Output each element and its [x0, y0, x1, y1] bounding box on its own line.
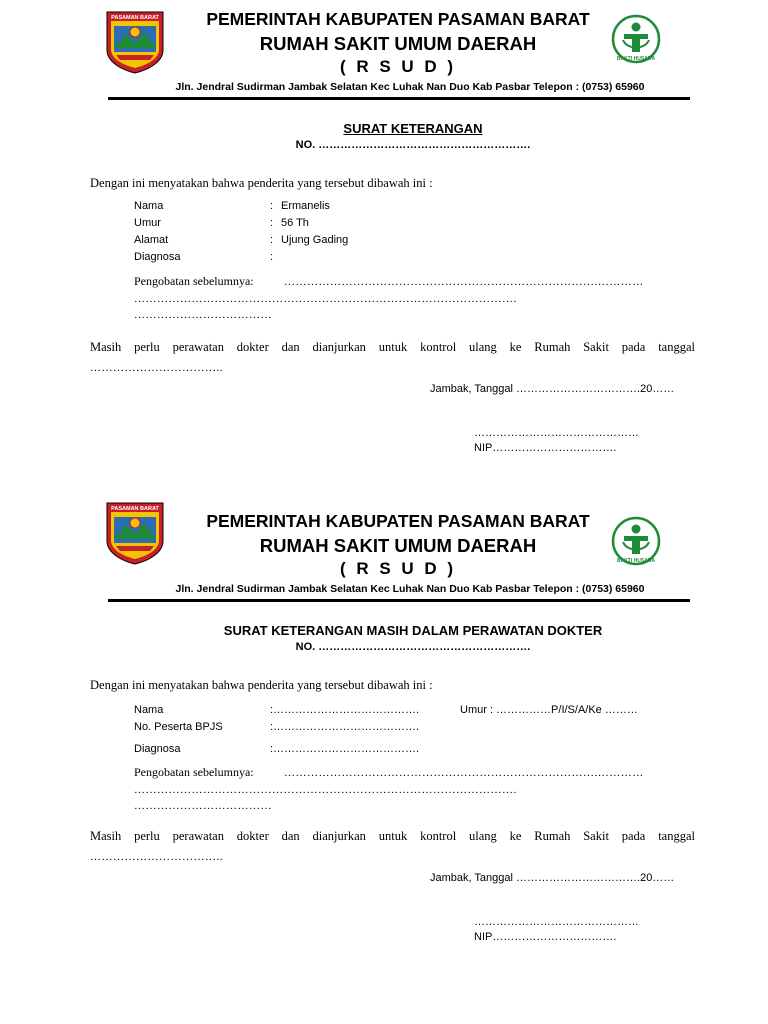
previous-treatment-dots: ……………………………………………………………………….………… — [284, 767, 644, 779]
logo-lettering: BAKTI HUSADA — [616, 56, 656, 62]
government-name: PEMERINTAH KABUPATEN PASAMAN BARAT — [206, 9, 590, 29]
document-title: SURAT KETERANGAN MASIH DALAM PERAWATAN DOKTER — [223, 623, 603, 638]
place-date-line: Jambak, Tanggal …………………………….20…… — [430, 383, 675, 395]
field-label-diagnosa: Diagnosa — [134, 251, 181, 263]
field-label-diagnosa: Diagnosa — [134, 743, 181, 755]
bakti-husada-logo — [611, 12, 661, 66]
document-title: SURAT KETERANGAN — [343, 121, 483, 136]
field-value-alamat: Ujung Gading — [281, 234, 349, 246]
control-advice: Masih perlu perawatan dokter dan dianjurkan untuk kontrol ulang ke Rumah Sakit pada tanggal — [90, 340, 695, 354]
document-number: NO. …………………………………………………. — [295, 139, 531, 151]
field-value-bpjs: :…………………………………. — [270, 721, 420, 733]
nip-line: NIP……………………………. — [474, 931, 617, 943]
field-sep: : — [270, 217, 274, 229]
field-label-umur: Umur — [134, 217, 161, 229]
header-rule — [108, 97, 690, 100]
letter-surat-perawatan-dokter — [0, 491, 768, 1003]
control-date-dots: …………………………….. — [90, 851, 223, 863]
government-name: PEMERINTAH KABUPATEN PASAMAN BARAT — [206, 511, 590, 531]
hospital-abbreviation: ( R S U D ) — [339, 559, 457, 578]
field-label-nama: Nama — [134, 704, 164, 716]
intro-statement: Dengan ini menyatakan bahwa penderita yang tersebut dibawah ini : — [90, 678, 433, 692]
nip-line: NIP……………………………. — [474, 442, 617, 454]
signature-line: ……………………………………… — [474, 916, 639, 928]
previous-treatment-label: Pengobatan sebelumnya: — [134, 765, 254, 779]
intro-statement: Dengan ini menyatakan bahwa penderita yang tersebut dibawah ini : — [90, 176, 433, 190]
previous-treatment-dots: ………………………………………………………………………………………. — [134, 784, 517, 796]
field-label-alamat: Alamat — [134, 234, 169, 246]
previous-treatment-dots: ………………………………………………………………………………………. — [134, 293, 517, 305]
previous-treatment-label: Pengobatan sebelumnya: — [134, 274, 254, 288]
field-sep: : — [270, 234, 274, 246]
hospital-address: Jln. Jendral Sudirman Jambak Selatan Kec Luhak Nan Duo Kab Pasbar Telepon : (0753) 65960 — [175, 81, 645, 93]
logo-lettering: BAKTI HUSADA — [616, 558, 656, 564]
place-date-line: Jambak, Tanggal …………………………….20…… — [430, 872, 675, 884]
field-label-nama: Nama — [134, 200, 164, 212]
hospital-address: Jln. Jendral Sudirman Jambak Selatan Kec Luhak Nan Duo Kab Pasbar Telepon : (0753) 65960 — [175, 583, 645, 595]
field-sep: : — [270, 200, 274, 212]
field-value-umur: 56 Th — [281, 217, 309, 229]
previous-treatment-dots: ……………………………… — [134, 800, 272, 812]
field-value-diagnosa: :…………………………………. — [270, 743, 420, 755]
field-umur-status: Umur : ……………P/I/S/A/Ke ……… — [460, 704, 638, 716]
hospital-abbreviation: ( R S U D ) — [339, 57, 457, 76]
control-advice: Masih perlu perawatan dokter dan dianjurkan untuk kontrol ulang ke Rumah Sakit pada tanggal — [90, 829, 695, 843]
header-rule — [108, 599, 690, 602]
pasaman-barat-crest-logo — [104, 10, 166, 74]
control-date-dots: …………………………….. — [90, 362, 223, 374]
field-label-bpjs: No. Peserta BPJS — [134, 721, 223, 733]
crest-lettering: PASAMAN BARAT — [111, 15, 159, 21]
field-sep: : — [270, 251, 274, 263]
crest-lettering: PASAMAN BARAT — [111, 506, 159, 512]
hospital-name: RUMAH SAKIT UMUM DAERAH — [259, 33, 537, 54]
hospital-name: RUMAH SAKIT UMUM DAERAH — [259, 535, 537, 556]
field-value-nama: :…………………………………. — [270, 704, 420, 716]
field-value-nama: Ermanelis — [281, 200, 330, 212]
bakti-husada-logo — [611, 514, 661, 568]
document-number: NO. …………………………………………………. — [295, 641, 531, 653]
previous-treatment-dots: ……………………………………………………………………….………… — [284, 276, 644, 288]
signature-line: ……………………………………… — [474, 427, 639, 439]
previous-treatment-dots: ……………………………… — [134, 309, 272, 321]
pasaman-barat-crest-logo — [104, 501, 166, 565]
